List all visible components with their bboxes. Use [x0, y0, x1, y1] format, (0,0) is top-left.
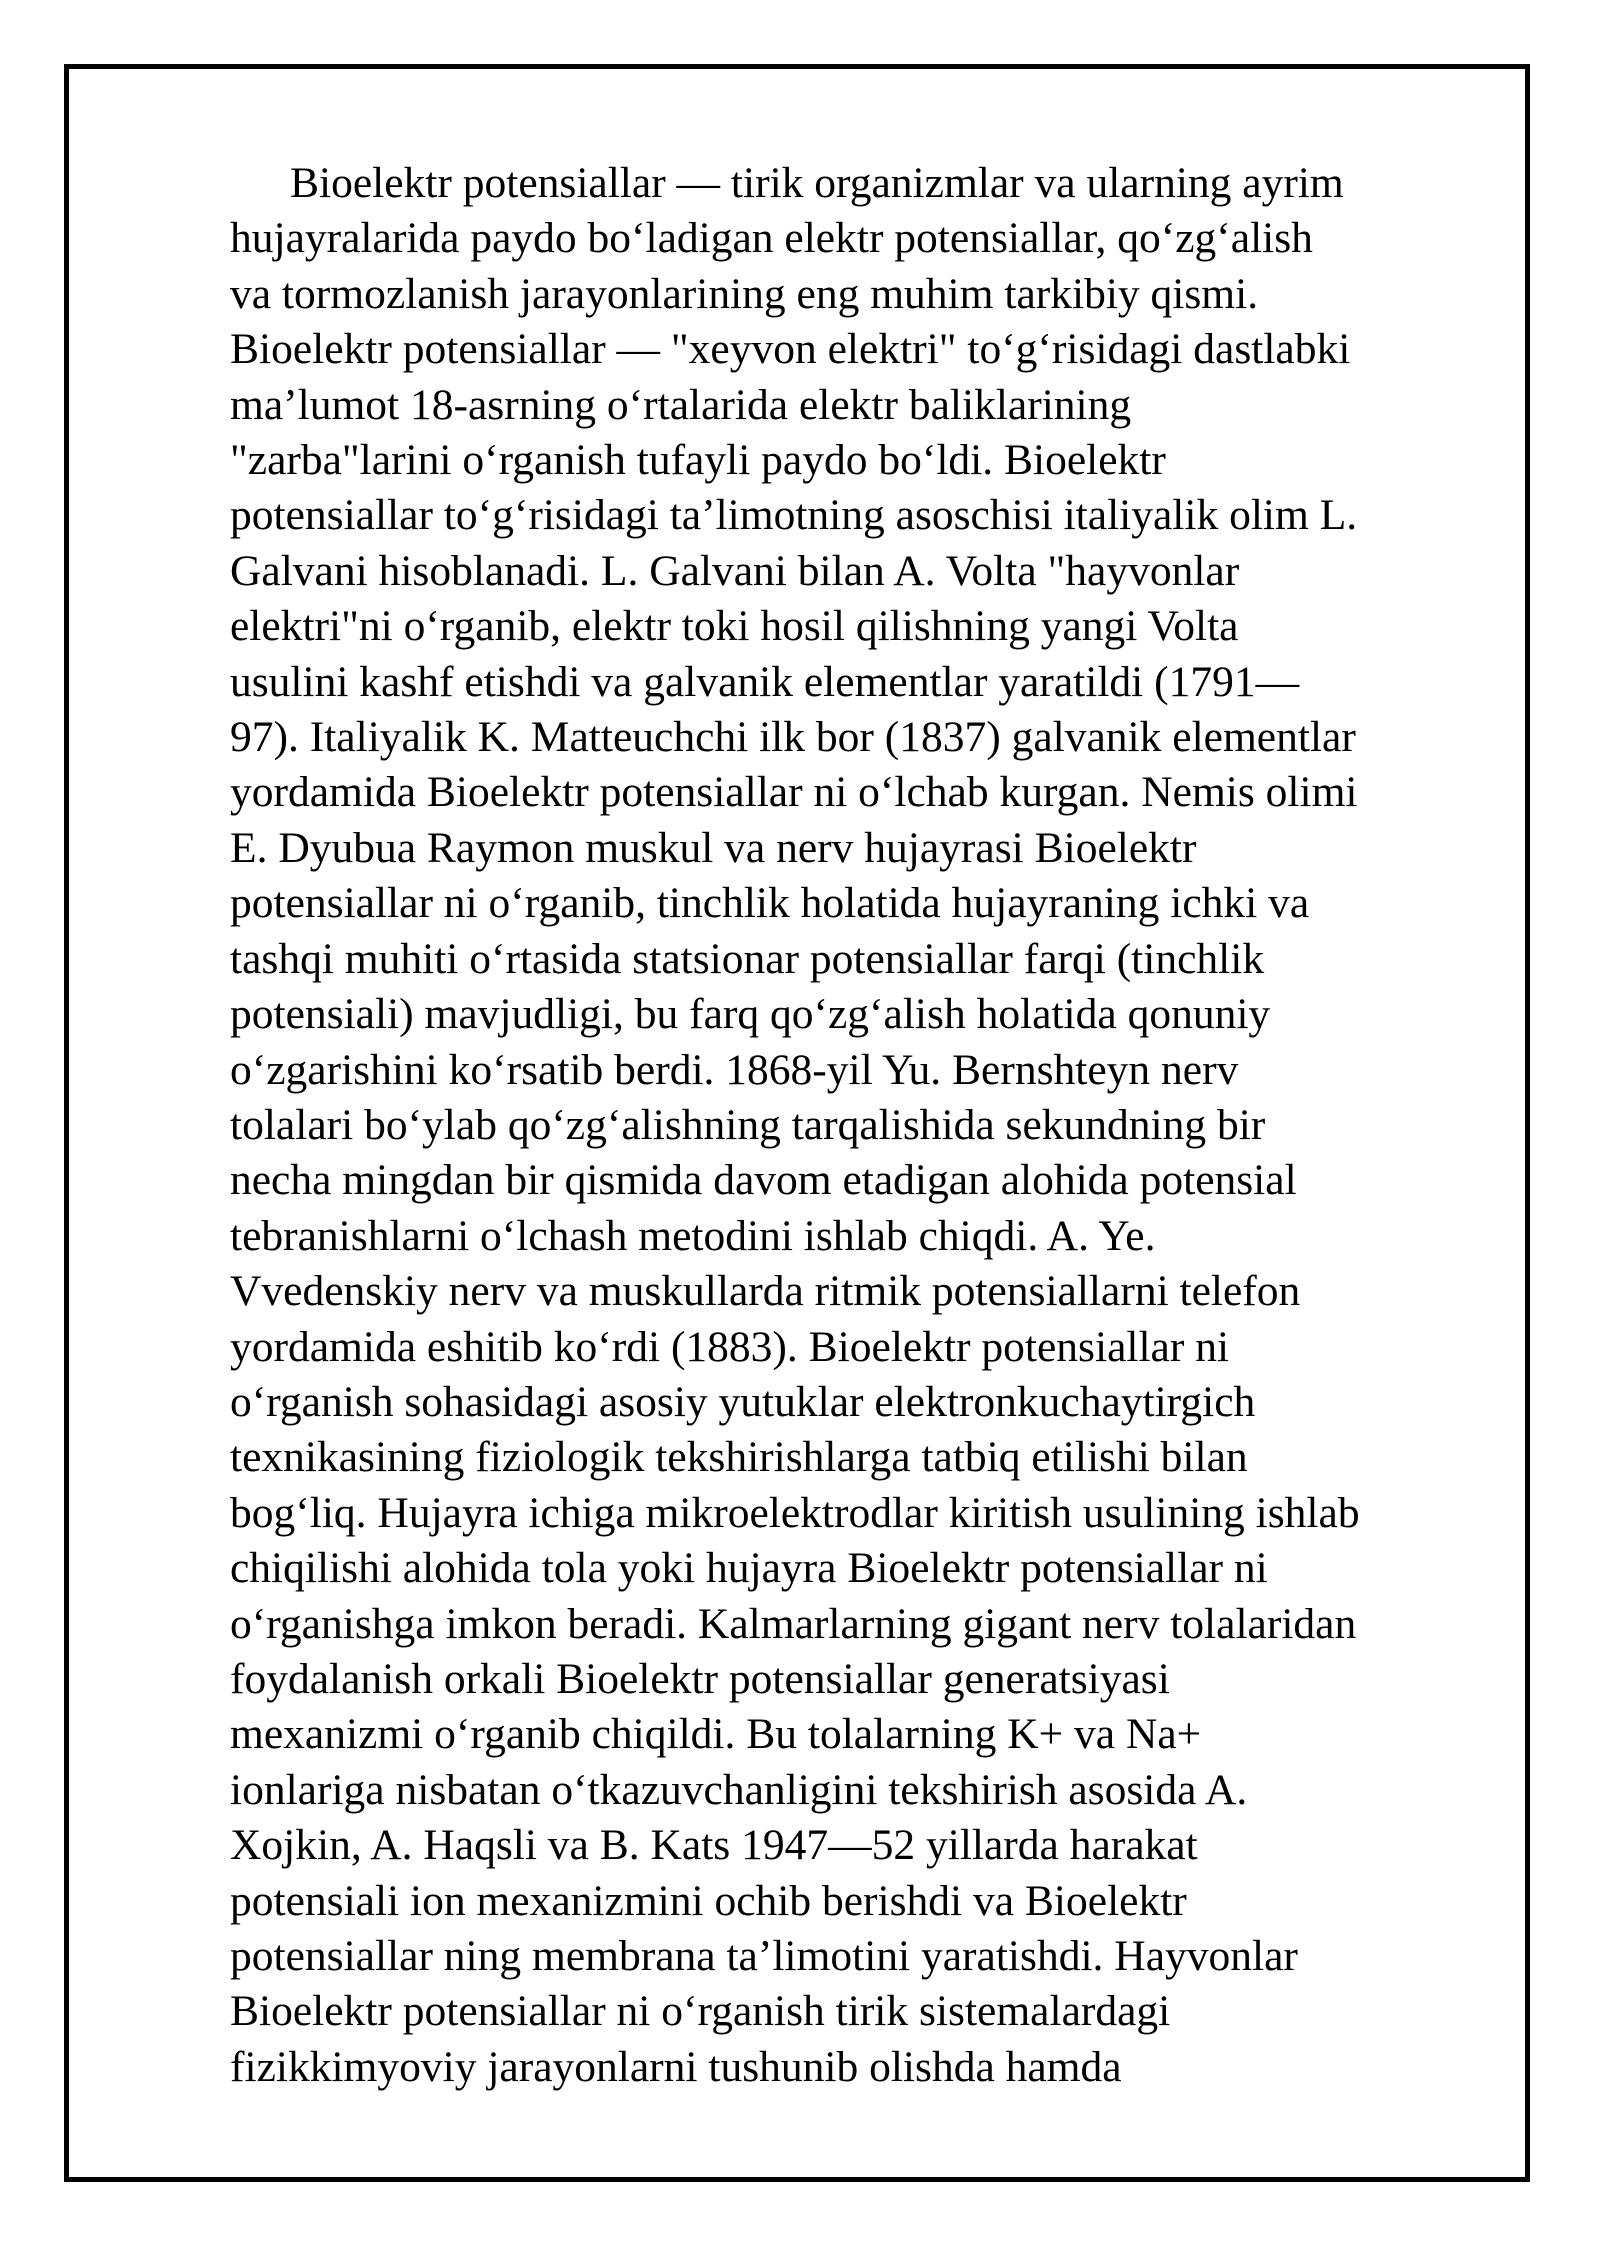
text-line: maʼlumot 18-asrning oʻrtalarida elektr baliklarining [230, 380, 1132, 429]
text-line: potensiallar toʻgʻrisidagi taʼlimotning asoschisi italiyalik olim L. [230, 491, 1358, 540]
text-line: va tormozlanish jarayonlarining eng muhim tarkibiy qismi. [230, 269, 1259, 318]
text-line: Vvedenskiy nerv va muskullarda ritmik potensiallarni telefon [230, 1267, 1301, 1316]
text-line: oʻrganishga imkon beradi. Kalmarlarning gigant nerv tolalaridan [230, 1599, 1357, 1648]
text-line: fizikkimyoviy jarayonlarni tushunib olishda hamda [230, 2042, 1122, 2091]
text-line: hujayralarida paydo boʻladigan elektr potensiallar, qoʻzgʻalish [230, 214, 1313, 263]
text-line: "zarba"larini oʻrganish tufayli paydo boʻldi. Bioelektr [230, 436, 1166, 485]
text-line: E. Dyubua Raymon muskul va nerv hujayrasi Bioelektr [230, 823, 1197, 872]
text-line: chiqilishi alohida tola yoki hujayra Bioelektr potensiallar ni [230, 1544, 1268, 1593]
text-line: potensiallar ni oʻrganib, tinchlik holatida hujayraning ichki va [230, 879, 1310, 928]
text-line: necha mingdan bir qismida davom etadigan alohida potensial [230, 1156, 1297, 1205]
text-line: texnikasining fiziologik tekshirishlarga tatbiq etilishi bilan [230, 1433, 1248, 1482]
text-line: Bioelektr potensiallar — tirik organizmlar va ularning ayrim [290, 159, 1344, 207]
text-line: usulini kashf etishdi va galvanik elementlar yaratildi (1791— [230, 657, 1300, 706]
text-line: potensiali ion mexanizmini ochib berishdi va Bioelektr [230, 1876, 1187, 1925]
body-paragraph [230, 156, 1520, 2095]
text-line: tebranishlarni oʻlchash metodini ishlab chiqdi. A. Ye. [230, 1211, 1156, 1260]
text-line: oʻrganish sohasidagi asosiy yutuklar elektronkuchaytirgich [230, 1377, 1256, 1426]
text-line: Galvani hisoblanadi. L. Galvani bilan A. Volta "hayvonlar [230, 546, 1240, 595]
text-line: tashqi muhiti oʻrtasida statsionar potensiallar farqi (tinchlik [230, 934, 1265, 983]
text-line: potensiallar ning membrana taʼlimotini yaratishdi. Hayvonlar [230, 1932, 1298, 1980]
text-line: mexanizmi oʻrganib chiqildi. Bu tolalarning K+ va Na+ [230, 1710, 1202, 1759]
text-line: Bioelektr potensiallar — "xeyvon elektri" toʻgʻrisidagi dastlabki [230, 325, 1351, 374]
text-line: elektri"ni oʻrganib, elektr toki hosil qilishning yangi Volta [230, 602, 1239, 651]
text-line: yordamida Bioelektr potensiallar ni oʻlchab kurgan. Nemis olimi [230, 768, 1358, 817]
text-line: yordamida eshitib koʻrdi (1883). Bioelektr potensiallar ni [230, 1322, 1230, 1371]
text-line: potensiali) mavjudligi, bu farq qoʻzgʻalish holatida qonuniy [230, 990, 1271, 1039]
text-line: Bioelektr potensiallar ni oʻrganish tirik sistemalardagi [230, 1987, 1171, 2036]
text-line: bogʻliq. Hujayra ichiga mikroelektrodlar kiritish usulining ishlab [230, 1488, 1360, 1537]
text-line: oʻzgarishini koʻrsatib berdi. 1868-yil Yu. Bernshteyn nerv [230, 1045, 1239, 1094]
text-line: Xojkin, A. Haqsli va B. Kats 1947—52 yillarda harakat [230, 1821, 1198, 1870]
text-line: 97). Italiyalik K. Matteuchchi ilk bor (1837) galvanik elementlar [230, 713, 1356, 762]
text-line: ionlariga nisbatan oʻtkazuvchanligini tekshirish asosida A. [230, 1765, 1248, 1814]
text-line: tolalari boʻylab qoʻzgʻalishning tarqalishida sekundning bir [230, 1100, 1266, 1149]
text-line: foydalanish orkali Bioelektr potensiallar generatsiyasi [230, 1654, 1170, 1703]
